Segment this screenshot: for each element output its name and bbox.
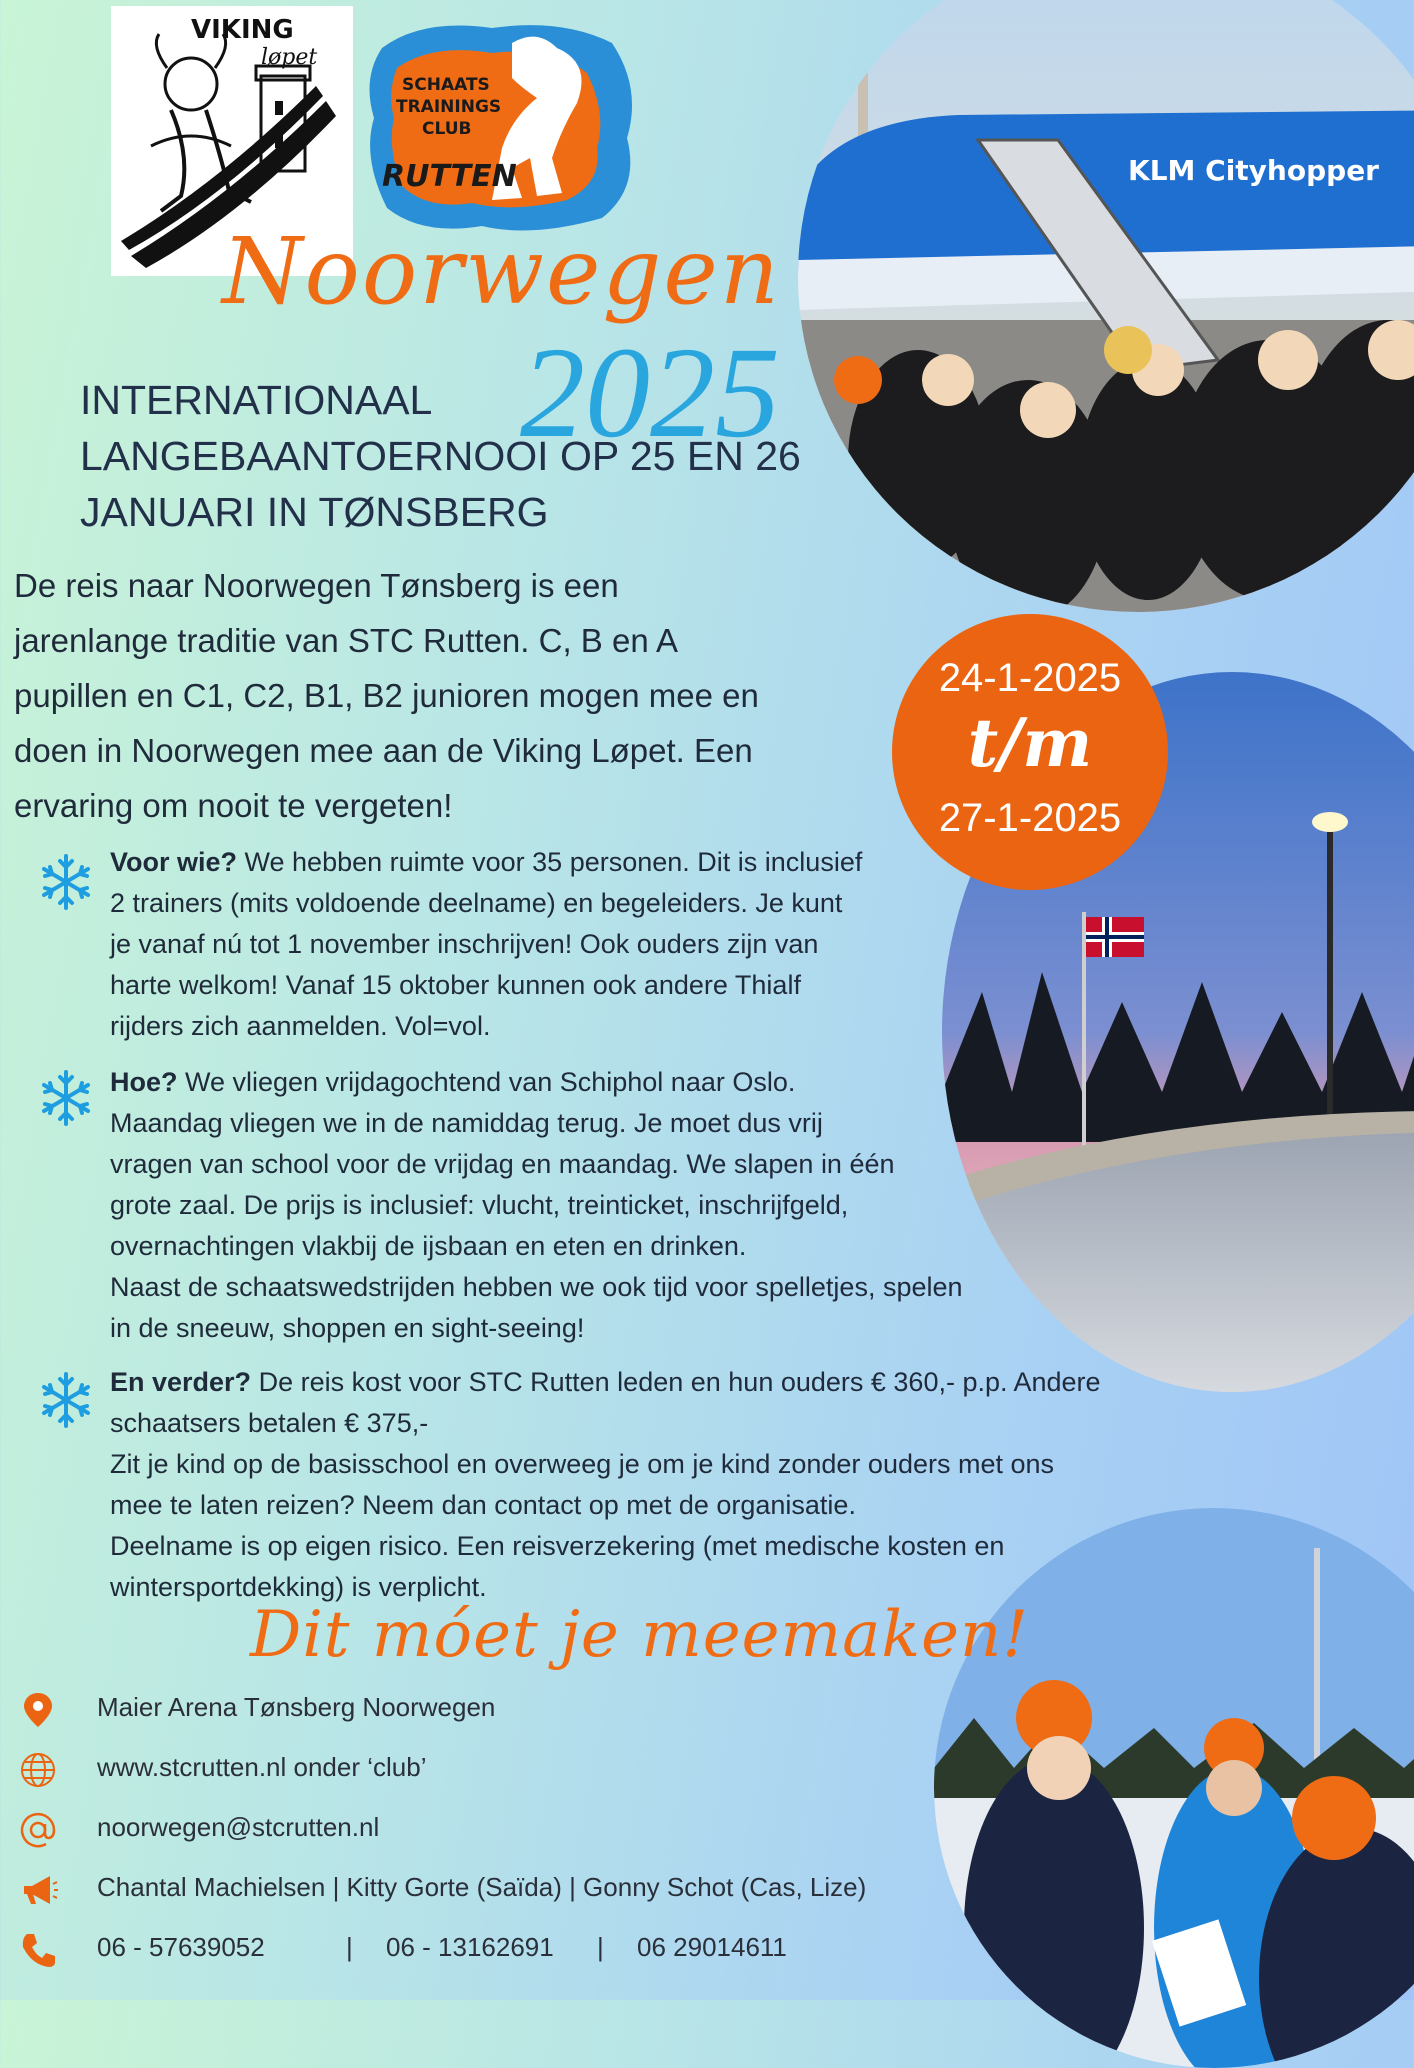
phone-divider: | (597, 1932, 604, 1962)
globe-icon (18, 1750, 58, 1790)
stc-name: RUTTEN (382, 159, 517, 194)
section-heading: Voor wie? (110, 847, 238, 877)
section-line: in de sneeuw, shoppen en sight-seeing! (110, 1313, 585, 1343)
at-icon (18, 1810, 58, 1850)
intro-line: ervaring om nooit te vergeten! (14, 787, 453, 824)
phone-number-2[interactable]: 06 - 13162691 (386, 1932, 554, 1962)
section-line: grote zaal. De prijs is inclusief: vlucht, treinticket, inschrijfgeld, (110, 1190, 849, 1220)
megaphone-icon (18, 1870, 58, 1910)
snowflake-icon (36, 1370, 96, 1430)
contact-website (0, 1746, 940, 1796)
subtitle-line: INTERNATIONAAL (80, 377, 433, 423)
website-link[interactable]: www.stcrutten.nl onder ‘club’ (97, 1752, 427, 1782)
contact-location (0, 1686, 940, 1736)
section-line: je vanaf nú tot 1 november inschrijven! Ook ouders zijn van (110, 929, 819, 959)
contact-people (0, 1866, 940, 1916)
section-line: harte welkom! Vanaf 15 oktober kunnen ook andere Thialf (110, 970, 801, 1000)
date-start: 24-1-2025 (938, 656, 1122, 700)
section-line: vragen van school voor de vrijdag en maandag. We slapen in één (110, 1149, 895, 1179)
email-link[interactable]: noorwegen@stcrutten.nl (97, 1812, 380, 1842)
section-line: overnachtingen vlakbij de ijsbaan en eten en drinken. (110, 1231, 747, 1261)
section-line: mee te laten reizen? Neem dan contact op met de organisatie. (110, 1490, 856, 1520)
location-text: Maier Arena Tønsberg Noorwegen (97, 1692, 496, 1722)
section-line: wintersportdekking) is verplicht. (110, 1572, 487, 1602)
lopet-word: løpet (261, 45, 318, 70)
section-line: De reis kost voor STC Rutten leden en hun ouders € 360,- p.p. Andere (251, 1367, 1101, 1397)
section-line: We hebben ruimte voor 35 personen. Dit is inclusief (237, 847, 863, 877)
section-line: Deelname is op eigen risico. Een reisverzekering (met medische kosten en (110, 1531, 1005, 1561)
klm-livery: KLM Cityhopper (1128, 154, 1379, 187)
snowflake-icon (36, 1068, 96, 1128)
organizers-text: Chantal Machielsen | Kitty Gorte (Saïda) | Gonny Schot (Cas, Lize) (97, 1872, 867, 1902)
section-hoe (110, 1062, 1060, 1349)
intro-paragraph (14, 558, 894, 833)
phone-number-1[interactable]: 06 - 57639052 (97, 1932, 265, 1962)
title-year: 2025 (520, 321, 780, 465)
airplane-boarding-photo (798, 0, 1414, 612)
section-heading: Hoe? (110, 1067, 178, 1097)
stc-rutten-logo (362, 18, 640, 236)
phone-divider: | (346, 1932, 353, 1962)
phone-number-3[interactable]: 06 29014611 (637, 1932, 787, 1962)
snowflake-icon (36, 852, 96, 912)
section-line: Zit je kind op de basisschool en overweeg je om je kind zonder ouders met ons (110, 1449, 1055, 1479)
section-line: 2 trainers (mits voldoende deelname) en begeleiders. Je kunt (110, 888, 843, 918)
stc-word-2: TRAININGS (396, 97, 502, 117)
slogan: Dit móet je meemaken! (250, 1598, 1029, 1672)
contact-email (0, 1806, 940, 1856)
stc-word-1: SCHAATS (402, 75, 490, 95)
date-end: 27-1-2025 (938, 796, 1122, 840)
intro-line: pupillen en C1, C2, B1, B2 junioren mogen mee en (14, 677, 759, 714)
date-separator: t/m (967, 704, 1093, 782)
location-pin-icon (18, 1690, 58, 1730)
viking-word: VIKING (191, 15, 294, 45)
title-noorwegen: Noorwegen (222, 218, 782, 325)
intro-line: De reis naar Noorwegen Tønsberg is een (14, 567, 619, 604)
section-en-verder (110, 1362, 1190, 1608)
subtitle (80, 372, 880, 540)
subtitle-line: JANUARI IN TØNSBERG (80, 489, 549, 535)
section-line: Maandag vliegen we in de namiddag terug. Je moet dus vrij (110, 1108, 823, 1138)
stc-word-3: CLUB (422, 119, 472, 139)
section-line: We vliegen vrijdagochtend van Schiphol naar Oslo. (177, 1067, 796, 1097)
subtitle-line: LANGEBAANTOERNOOI OP 25 EN 26 (80, 433, 801, 479)
contact-phones (0, 1926, 940, 1976)
phone-icon (18, 1930, 58, 1970)
section-heading: En verder? (110, 1367, 252, 1397)
intro-line: jarenlange traditie van STC Rutten. C, B en A (14, 622, 679, 659)
section-line: rijders zich aanmelden. Vol=vol. (110, 1011, 491, 1041)
section-voor-wie (110, 842, 940, 1047)
section-line: schaatsers betalen € 375,- (110, 1408, 429, 1438)
section-line: Naast de schaatswedstrijden hebben we ook tijd voor spelletjes, spelen (110, 1272, 963, 1302)
intro-line: doen in Noorwegen mee aan de Viking Løpet. Een (14, 732, 753, 769)
